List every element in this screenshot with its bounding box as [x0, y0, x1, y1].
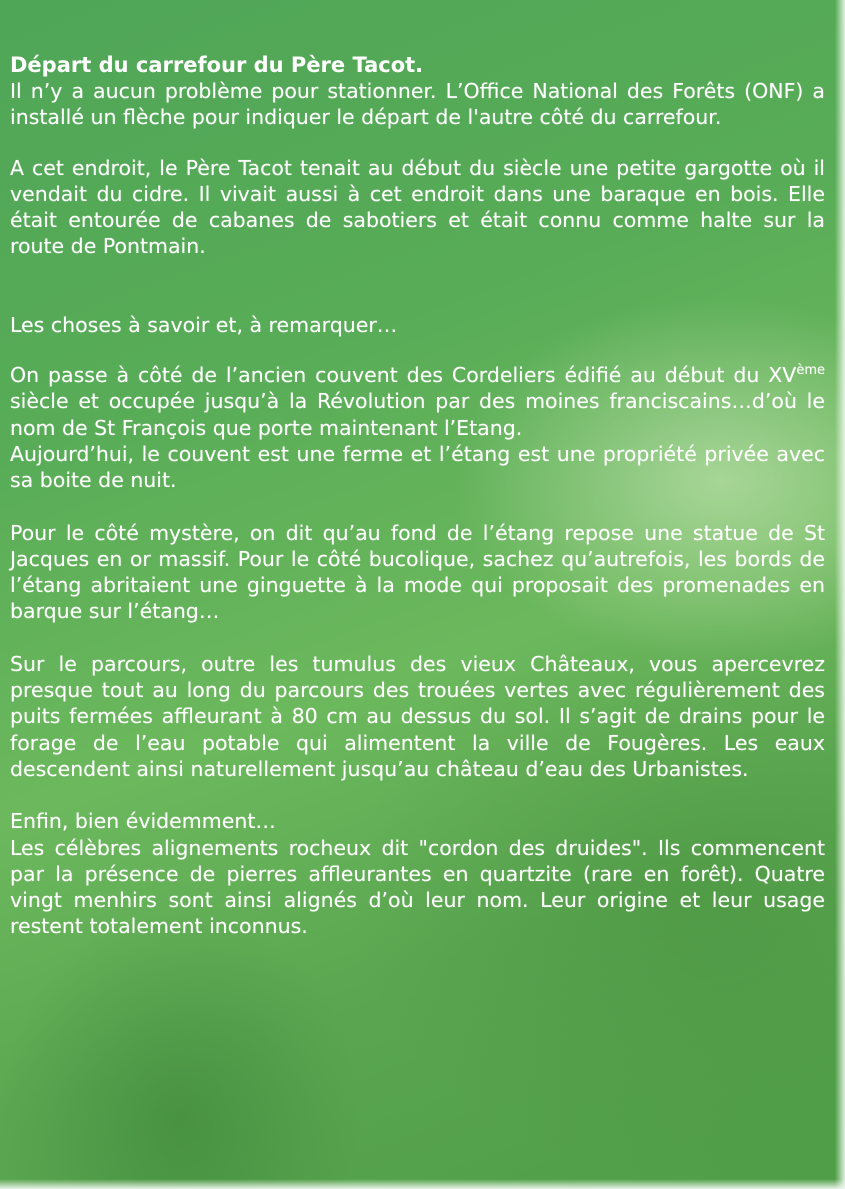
convent-today-paragraph: Aujourd’hui, le couvent est une ferme et l’étang est une propriété privée avec sa boite de nuit.: [10, 441, 825, 493]
page-title: Départ du carrefour du Père Tacot.: [10, 53, 424, 77]
druids-paragraph: Les célèbres alignements rocheux dit "cordon des druides". Ils commencent par la présence de pierres affleurantes en quartzite (rare en forêt). Quatre vingt menhirs sont ainsi alignés d’où leur nom. Leur origine et leur usage restent totalement inconnus.: [10, 835, 825, 939]
mystery-paragraph: Pour le côté mystère, on dit qu’au fond de l’étang repose une statue de St Jacques en or massif. Pour le côté bucolique, sachez qu’autrefois, les bords de l’étang abritaient une ginguette à la mode qui proposait des promenades en barque sur l’étang…: [10, 520, 825, 624]
finally-line: Enfin, bien évidemment…: [10, 809, 276, 834]
page-edge-bottom: [0, 1179, 845, 1189]
course-paragraph: Sur le parcours, outre les tumulus des vieux Châteaux, vous apercevrez presque tout au long du parcours des trouées vertes avec régulièrement des puits fermées affleurant à 80 cm au dessus du sol. Il s’agit de drains pour le forage de l’eau potable qui alimentent la ville de Fougères. Les eaux descendent ainsi naturellement jusqu’au château d’eau des Urbanistes.: [10, 651, 825, 781]
century-superscript: ème: [796, 363, 825, 379]
intro-paragraph: Il n’y a aucun problème pour stationner. L’Office National des Forêts (ONF) a installé un flèche pour indiquer le départ de l'autre côté du carrefour.: [10, 79, 825, 130]
section-heading: Les choses à savoir et, à remarquer…: [10, 312, 398, 337]
convent-text-start: On passe à côté de l’ancien couvent des Cordeliers édifié au début du XV: [10, 363, 797, 388]
history-paragraph: A cet endroit, le Père Tacot tenait au début du siècle une petite gargotte où il vendait du cidre. Il vivait aussi à cet endroit dans une baraque en bois. Elle était entourée de cabanes de sabotiers et était connu comme halte sur la route de Pontmain.: [10, 155, 825, 259]
convent-text-end: siècle et occupée jusqu’à la Révolution par des moines franciscains…d’où le nom de St François que porte maintenant l’Etang.: [10, 389, 825, 440]
document-page: [10, 52, 825, 940]
page-edge-right: [835, 0, 845, 1189]
convent-paragraph: [10, 362, 825, 441]
